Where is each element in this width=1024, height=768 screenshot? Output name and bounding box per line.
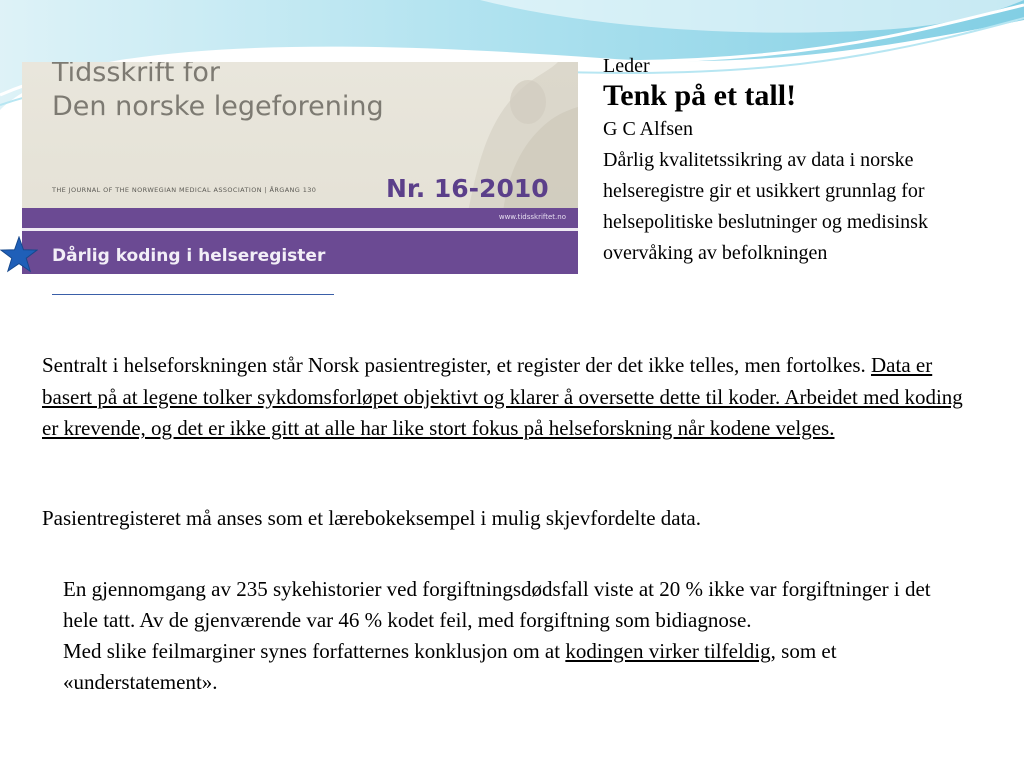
article-section: Leder	[603, 55, 650, 77]
body-paragraph-1-underlined: Data er basert på at legene tolker sykdomsforløpet objektivt og klarer å oversette dette til koder. Arbeidet med koding er krevende, og det er ikke gitt at alle har like stort fokus på helseforskning når kodene velges.	[42, 353, 963, 440]
body-paragraph-1-intro: Sentralt i helseforskningen står Norsk pasientregister, et register der det ikke telles, men fortolkes.	[42, 353, 871, 377]
body-paragraph-3	[63, 574, 963, 698]
body-paragraph-1	[42, 350, 972, 445]
star-icon	[0, 236, 38, 274]
p3-line2-underlined: kodingen virker tilfeldig	[565, 639, 771, 663]
cover-journal-subline: THE JOURNAL OF THE NORWEGIAN MEDICAL ASSOCIATION | ÅRGANG 130	[52, 186, 317, 194]
cover-url: www.tidsskriftet.no	[498, 213, 566, 221]
p3-line2-start: Med slike feilmarginer synes forfatternes konklusjon om at	[63, 639, 566, 663]
article-author: G C Alfsen	[603, 118, 693, 140]
journal-cover-image	[22, 62, 578, 274]
p3-line2-end: , som et «understatement».	[63, 639, 837, 694]
article-info	[603, 54, 983, 269]
body-paragraph-3-line2	[63, 636, 963, 698]
body-paragraph-2: Pasientregisteret må anses som et lærebokeksempel i mulig skjevfordelte data.	[42, 506, 701, 530]
cover-journal-title-line2: Den norske legeforening	[52, 91, 384, 122]
cover-headline: Dårlig koding i helseregister	[52, 246, 326, 266]
article-summary: Dårlig kvalitetssikring av data i norske helseregistre gir et usikkert grunnlag for helsepolitiske beslutninger og medisinsk overvåking av befolkningen	[603, 149, 928, 264]
article-title: Tenk på et tall!	[603, 79, 797, 112]
cover-issue-number: Nr. 16-2010	[386, 174, 549, 203]
decorative-blue-line	[52, 294, 334, 295]
cover-purple-band	[22, 208, 578, 228]
body-paragraph-3-line1: En gjennomgang av 235 sykehistorier ved forgiftningsdødsfall viste at 20 % ikke var forgiftninger i det hele tatt. Av de gjenværende var 46 % kodet feil, med forgiftning som bidiagnose.	[63, 577, 931, 632]
cover-journal-title-line1: Tidsskrift for	[52, 62, 220, 88]
